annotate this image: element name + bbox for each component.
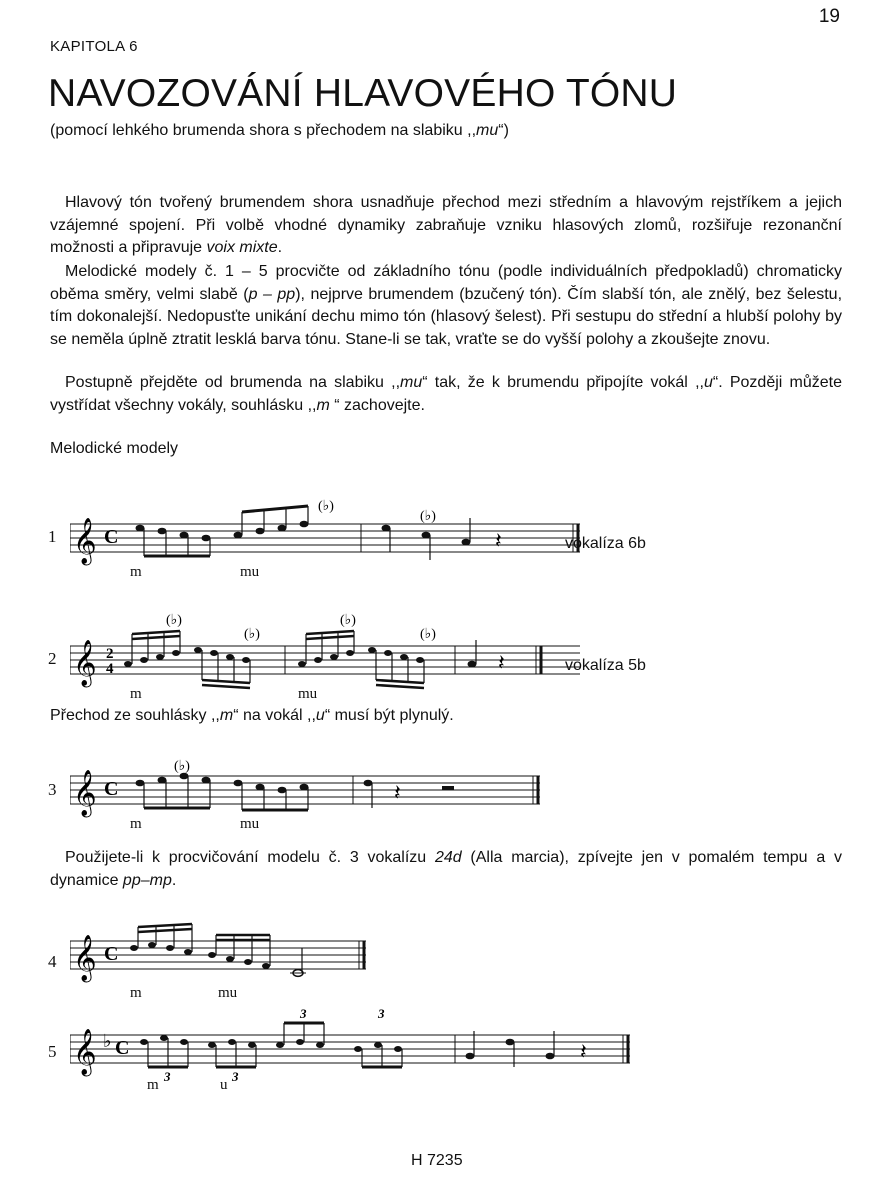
quarter-rest-icon: 𝄽 bbox=[498, 650, 505, 675]
staff-model-2 bbox=[70, 612, 590, 702]
syllable-label: m bbox=[130, 564, 142, 580]
note-text-c: “ musí být plynulý. bbox=[324, 707, 454, 724]
intro-end: . bbox=[277, 239, 283, 257]
practice-text-a: Melodické modely č. 1 – 5 procvičte od základního tónu (podle individuálních předpokladů) chromaticky oběma směry, velmi slabě ( bbox=[50, 263, 842, 303]
model-2 bbox=[40, 612, 860, 702]
staff-model-4 bbox=[70, 915, 590, 1005]
model-4 bbox=[40, 915, 860, 1005]
syllable-label: u bbox=[220, 1077, 228, 1093]
model-number: 3 bbox=[48, 780, 57, 799]
quarter-rest-icon: 𝄽 bbox=[394, 780, 401, 805]
transition-note bbox=[50, 707, 454, 725]
model-number: 1 bbox=[48, 527, 57, 546]
page-title: NAVOZOVÁNÍ HLAVOVÉHO TÓNU bbox=[48, 72, 678, 115]
common-time-symbol: C bbox=[104, 943, 119, 965]
vowel-u: u bbox=[703, 374, 713, 391]
treble-clef-icon: 𝄞 bbox=[73, 640, 97, 685]
syllable-label: m bbox=[130, 686, 142, 702]
staff-model-1 bbox=[70, 490, 590, 580]
transition-paragraph bbox=[50, 372, 842, 417]
subtitle-text-a: (pomocí lehkého brumenda shora s přechodem na slabiku ,, bbox=[50, 122, 477, 139]
syllable-mu: mu bbox=[400, 374, 423, 391]
syllable-label: mu bbox=[240, 816, 260, 832]
practice-text-b: ), nejprve brumendem (bzučený tón). Čím slabší tón, ale znělý, bez šelestu, tím dokonalejší. Nedopusťte unikání dechu mimo tón (hlasový šelest). Při sestupu do střední a hlubší polohy by se neměla úplně ztratit lesklá barva tónu. Stane-li se tak, vraťte se do vyšší polohy a zkoušejte znovu. bbox=[50, 285, 843, 348]
model-1 bbox=[40, 490, 860, 580]
flat-parenthesized-icon: (♭) bbox=[174, 759, 190, 774]
transition-text-d: “ zachovejte. bbox=[329, 396, 425, 414]
vocalise-24d: 24d bbox=[434, 849, 462, 866]
common-time-symbol: C bbox=[104, 526, 119, 548]
time-signature-top: 2 bbox=[106, 646, 114, 662]
triplet-marker: 3 bbox=[164, 1069, 171, 1084]
consonant-m: m bbox=[219, 707, 234, 724]
model-number: 2 bbox=[48, 649, 57, 668]
transition-text-a: Postupně přejděte od brumenda na slabiku ,, bbox=[65, 374, 401, 391]
subtitle-text-b: “) bbox=[498, 122, 509, 139]
staff-model-5 bbox=[70, 1005, 670, 1100]
staff-model-3 bbox=[70, 742, 590, 832]
chapter-label: KAPITOLA 6 bbox=[50, 38, 138, 55]
triplet-marker: 3 bbox=[232, 1069, 239, 1084]
model-number: 4 bbox=[48, 952, 57, 971]
voix-mixte-term: voix mixte bbox=[206, 239, 278, 257]
key-signature-flat-icon: ♭ bbox=[103, 1031, 112, 1051]
flat-parenthesized-icon: (♭) bbox=[244, 627, 260, 642]
transition-text-c: “. Později můžete vystřídat všechny vokály, souhlásku ,, bbox=[50, 374, 843, 414]
note-text-b: “ na vokál ,, bbox=[233, 707, 316, 724]
alla-marcia-text-c: . bbox=[171, 871, 177, 889]
flat-parenthesized-icon: (♭) bbox=[420, 509, 436, 524]
common-time-symbol: C bbox=[115, 1037, 130, 1059]
subtitle-syllable: mu bbox=[476, 122, 499, 139]
flat-parenthesized-icon: (♭) bbox=[318, 499, 334, 514]
consonant-m: m bbox=[316, 396, 330, 414]
vowel-u: u bbox=[315, 707, 325, 724]
flat-parenthesized-icon: (♭) bbox=[420, 627, 436, 642]
dynamics-term: pp–mp bbox=[122, 871, 172, 889]
flat-parenthesized-icon: (♭) bbox=[340, 613, 356, 628]
alla-marcia-text-a: Použijete-li k procvičování modelu č. 3 vokalízu bbox=[65, 849, 435, 866]
dynamics-term: p – pp bbox=[248, 285, 296, 303]
transition-text-b: “ tak, že k brumendu připojíte vokál ,, bbox=[422, 374, 704, 391]
treble-clef-icon: 𝄞 bbox=[73, 1029, 97, 1074]
model-3 bbox=[40, 742, 860, 832]
syllable-label: m bbox=[147, 1077, 159, 1093]
syllable-label: mu bbox=[298, 686, 318, 702]
vocalise-reference: vokalíza 5b bbox=[565, 657, 646, 674]
intro-paragraph bbox=[50, 192, 842, 260]
catalog-number: H 7235 bbox=[411, 1152, 463, 1169]
common-time-symbol: C bbox=[104, 778, 119, 800]
triplet-marker: 3 bbox=[300, 1006, 307, 1021]
page-number: 19 bbox=[818, 6, 840, 27]
syllable-label: m bbox=[130, 816, 142, 832]
time-signature-bottom: 4 bbox=[106, 661, 114, 677]
quarter-rest-icon: 𝄽 bbox=[495, 528, 502, 553]
subtitle bbox=[50, 122, 509, 140]
flat-parenthesized-icon: (♭) bbox=[166, 613, 182, 628]
syllable-label: mu bbox=[218, 985, 238, 1001]
intro-text: Hlavový tón tvořený brumendem shora usnadňuje přechod mezi středním a hlavovým rejstříkem a jejich vzájemné spojení. Při volbě vhodné dynamiky zabraňuje vzniku hlasových zlomů, rozšiřuje rezonanční možnosti a připravuje bbox=[50, 194, 842, 257]
treble-clef-icon: 𝄞 bbox=[73, 770, 97, 815]
alla-marcia-paragraph bbox=[50, 847, 842, 892]
treble-clef-icon: 𝄞 bbox=[73, 935, 97, 980]
vocalise-reference: vokalíza 6b bbox=[565, 535, 646, 552]
model-5 bbox=[40, 1005, 860, 1105]
note-text-a: Přechod ze souhlásky ,, bbox=[50, 707, 220, 724]
syllable-label: m bbox=[130, 985, 142, 1001]
practice-paragraph bbox=[50, 261, 842, 351]
triplet-marker: 3 bbox=[378, 1006, 385, 1021]
model-number: 5 bbox=[48, 1042, 57, 1061]
half-rest-icon bbox=[442, 786, 454, 790]
quarter-rest-icon: 𝄽 bbox=[580, 1039, 587, 1064]
treble-clef-icon: 𝄞 bbox=[73, 518, 97, 563]
syllable-label: mu bbox=[240, 564, 260, 580]
alla-marcia-text-b: (Alla marcia), zpívejte jen v pomalém tempu a v dynamice bbox=[50, 849, 842, 889]
section-title: Melodické modely bbox=[50, 440, 179, 457]
